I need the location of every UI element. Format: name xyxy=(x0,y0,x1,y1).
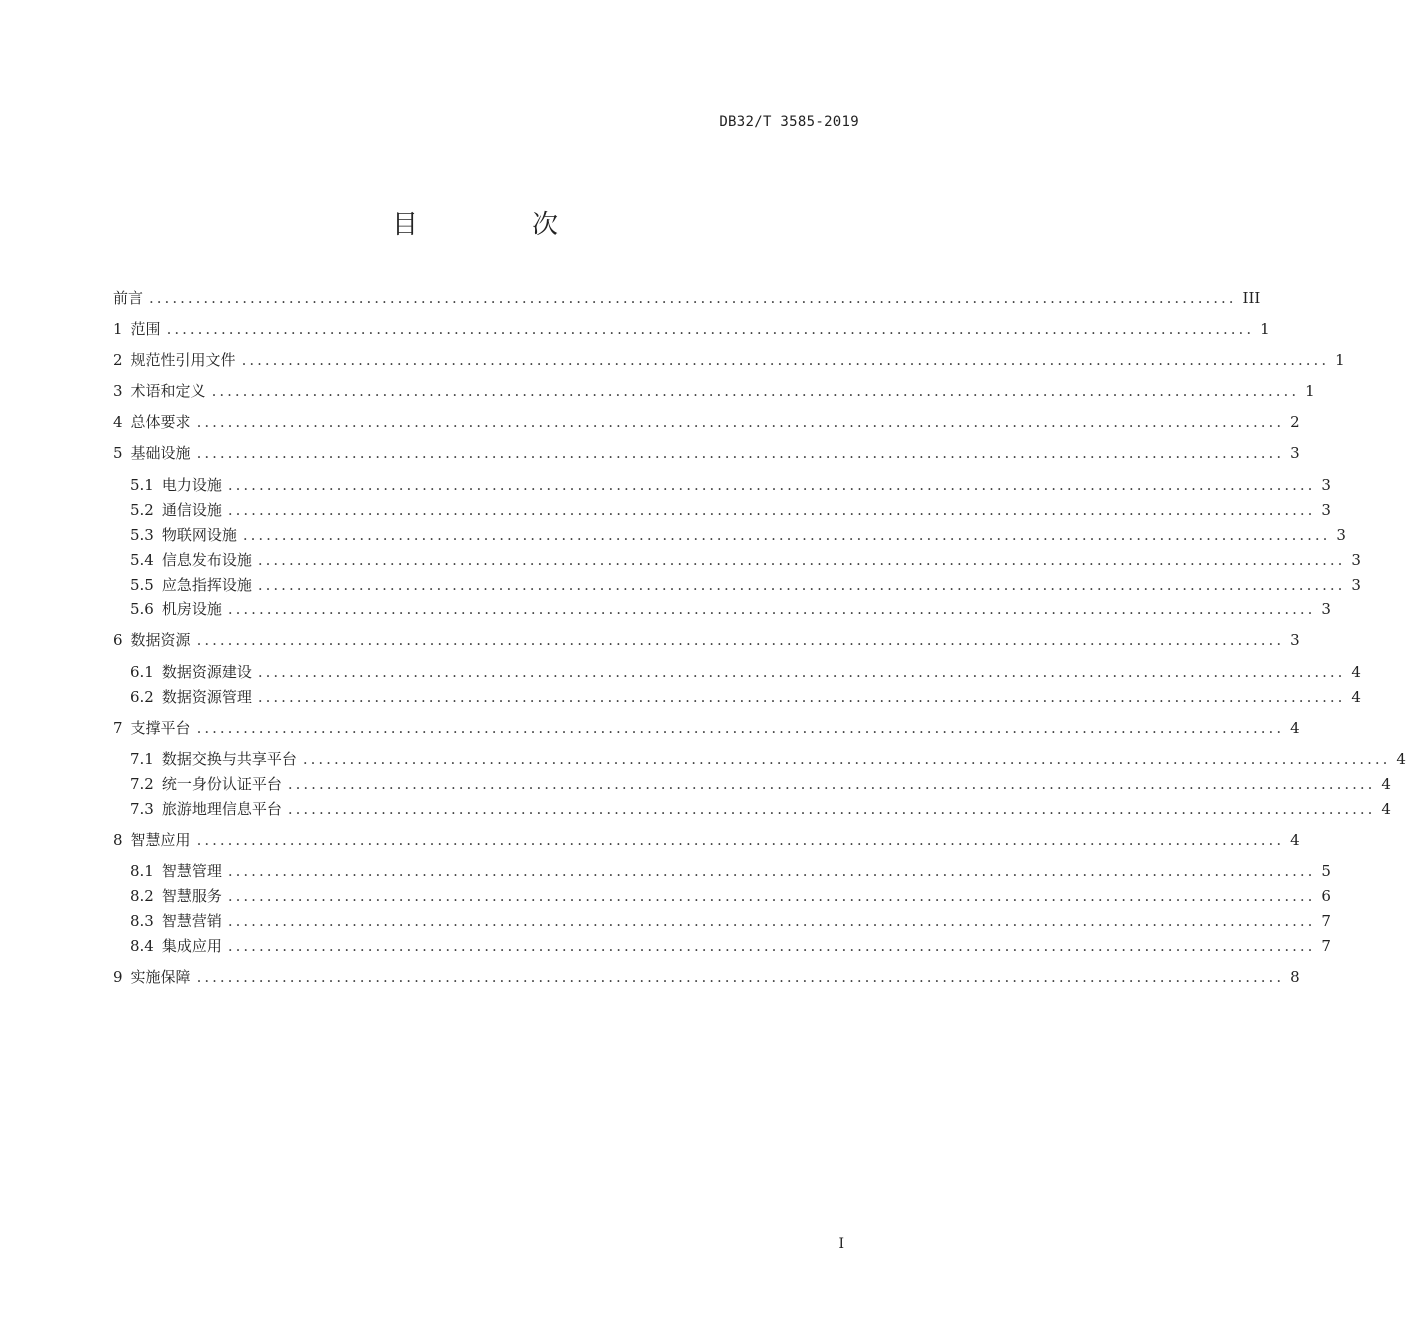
toc-leader-dots: ............................................................................................................................................ xyxy=(196,631,1285,649)
toc-entry[interactable] xyxy=(130,523,1346,547)
toc-entry-title: 实施保障 xyxy=(130,968,191,986)
toc-entry-page: 4 xyxy=(1351,688,1361,706)
toc-leader-dots: ............................................................................................................................................ xyxy=(196,968,1285,986)
toc-entry[interactable] xyxy=(113,628,1300,652)
toc-leader-dots: ............................................................................................................................................ xyxy=(241,351,1330,369)
toc-entry[interactable] xyxy=(113,317,1270,341)
toc-title: 目 次 xyxy=(391,210,602,240)
toc-entry-title: 支撑平台 xyxy=(130,719,191,737)
toc-entry-page: 1 xyxy=(1305,382,1315,400)
toc-entry-page: 4 xyxy=(1381,775,1391,793)
toc-leader-dots: ............................................................................................................................................ xyxy=(227,887,1316,905)
toc-entry-number: 6 xyxy=(113,631,123,649)
toc-leader-dots: ............................................................................................................................................ xyxy=(257,663,1346,681)
toc-entry-number: 5.4 xyxy=(130,551,154,569)
toc-entry[interactable] xyxy=(130,909,1331,933)
toc-entry-page: 4 xyxy=(1290,831,1300,849)
toc-entry-title: 统一身份认证平台 xyxy=(161,775,282,793)
toc-leader-dots: ............................................................................................................................................ xyxy=(227,476,1316,494)
toc-entry-number: 7.3 xyxy=(130,800,154,818)
toc-entry[interactable] xyxy=(113,965,1300,989)
toc-entry-title: 规范性引用文件 xyxy=(130,351,236,369)
toc-leader-dots: ............................................................................................................................................ xyxy=(166,320,1255,338)
toc-entry[interactable] xyxy=(130,498,1331,522)
toc-entry[interactable] xyxy=(130,797,1391,821)
toc-entry[interactable] xyxy=(130,772,1391,796)
toc-entry-number: 2 xyxy=(113,351,123,369)
toc-entry[interactable] xyxy=(113,286,1261,310)
toc-entry-number: 8.1 xyxy=(130,862,154,880)
toc-entry-number: 8.2 xyxy=(130,887,154,905)
toc-entry-title: 智慧服务 xyxy=(161,887,222,905)
toc-entry-number: 9 xyxy=(113,968,123,986)
toc-entry-page: 3 xyxy=(1336,526,1346,544)
toc-entry-title: 集成应用 xyxy=(161,937,222,955)
toc-entry-page: III xyxy=(1242,289,1261,307)
toc-entry-title: 范围 xyxy=(130,320,161,338)
toc-leader-dots: ............................................................................................................................................ xyxy=(257,576,1346,594)
toc-leader-dots: ............................................................................................................................................ xyxy=(257,551,1346,569)
toc-entry-title: 物联网设施 xyxy=(161,526,237,544)
toc-entry[interactable] xyxy=(130,884,1331,908)
toc-entry-number: 7 xyxy=(113,719,123,737)
toc-entry-number: 3 xyxy=(113,382,123,400)
toc-entry-title: 基础设施 xyxy=(130,444,191,462)
toc-entry-page: 3 xyxy=(1351,551,1361,569)
toc-entry-page: 7 xyxy=(1321,912,1331,930)
toc-entry[interactable] xyxy=(113,379,1315,403)
toc-entry-page: 3 xyxy=(1351,576,1361,594)
toc-entry-number: 5.1 xyxy=(130,476,154,494)
toc-entry-page: 1 xyxy=(1335,351,1345,369)
toc-entry-page: 3 xyxy=(1290,631,1300,649)
toc-entry-title: 总体要求 xyxy=(130,413,191,431)
toc-entry-title: 旅游地理信息平台 xyxy=(161,800,282,818)
toc-entry[interactable] xyxy=(130,597,1331,621)
toc-entry-number: 5.6 xyxy=(130,600,154,618)
toc-entry-title: 信息发布设施 xyxy=(161,551,252,569)
toc-entry-title: 数据资源管理 xyxy=(161,688,252,706)
toc-entry-number: 7.2 xyxy=(130,775,154,793)
toc-leader-dots: ............................................................................................................................................ xyxy=(196,444,1285,462)
toc-entry-number: 5.3 xyxy=(130,526,154,544)
toc-entry-title: 智慧管理 xyxy=(161,862,222,880)
toc-leader-dots: ............................................................................................................................................ xyxy=(196,413,1285,431)
toc-entry-page: 4 xyxy=(1381,800,1391,818)
toc-entry-title: 数据资源 xyxy=(130,631,191,649)
toc-entry-title: 通信设施 xyxy=(161,501,222,519)
toc-leader-dots: ............................................................................................................................................ xyxy=(149,289,1237,307)
toc-leader-dots: ............................................................................................................................................ xyxy=(227,862,1316,880)
toc-entry[interactable] xyxy=(130,859,1331,883)
toc-entry-title: 智慧营销 xyxy=(161,912,222,930)
toc-leader-dots: ............................................................................................................................................ xyxy=(287,800,1376,818)
toc-entry-number: 6.2 xyxy=(130,688,154,706)
toc-entry[interactable] xyxy=(130,473,1331,497)
toc-entry-number: 5.2 xyxy=(130,501,154,519)
toc-leader-dots: ............................................................................................................................................ xyxy=(257,688,1346,706)
toc-entry-page: 3 xyxy=(1321,476,1331,494)
toc-entry-title: 机房设施 xyxy=(161,600,222,618)
toc-entry-page: 5 xyxy=(1321,862,1331,880)
toc-entry[interactable] xyxy=(113,410,1300,434)
toc-leader-dots: ............................................................................................................................................ xyxy=(302,750,1391,768)
toc-leader-dots: ............................................................................................................................................ xyxy=(287,775,1376,793)
toc-entry[interactable] xyxy=(130,934,1331,958)
toc-entry-number: 8 xyxy=(113,831,123,849)
toc-entry-page: 1 xyxy=(1260,320,1270,338)
toc-leader-dots: ............................................................................................................................................ xyxy=(227,501,1316,519)
toc-entry-title: 数据资源建设 xyxy=(161,663,252,681)
toc-entry-title: 数据交换与共享平台 xyxy=(161,750,297,768)
toc-entry-number: 5 xyxy=(113,444,123,462)
toc-entry-title: 术语和定义 xyxy=(130,382,206,400)
toc-entry[interactable] xyxy=(130,660,1361,684)
document-code: DB32/T 3585-2019 xyxy=(719,114,859,130)
toc-entry-title: 应急指挥设施 xyxy=(161,576,252,594)
toc-entry-title: 电力设施 xyxy=(161,476,222,494)
toc-entry[interactable] xyxy=(113,716,1300,740)
toc-entry-number: 5.5 xyxy=(130,576,154,594)
toc-entry[interactable] xyxy=(130,685,1361,709)
toc-entry-page: 4 xyxy=(1396,750,1406,768)
toc-entry-title: 智慧应用 xyxy=(130,831,191,849)
toc-entry-page: 6 xyxy=(1321,887,1331,905)
toc-entry-page: 4 xyxy=(1290,719,1300,737)
toc-leader-dots: ............................................................................................................................................ xyxy=(242,526,1331,544)
toc-entry-number: 8.4 xyxy=(130,937,154,955)
toc-entry-number: 1 xyxy=(113,320,123,338)
toc-entry-page: 4 xyxy=(1351,663,1361,681)
toc-entry[interactable] xyxy=(113,441,1300,465)
toc-entry-number: 4 xyxy=(113,413,123,431)
toc-entry-page: 8 xyxy=(1290,968,1300,986)
toc-leader-dots: ............................................................................................................................................ xyxy=(211,382,1300,400)
toc-entry-page: 7 xyxy=(1321,937,1331,955)
page-number: I xyxy=(838,1236,844,1252)
toc-entry[interactable] xyxy=(130,747,1406,771)
toc-entry-number: 8.3 xyxy=(130,912,154,930)
toc-entry-page: 3 xyxy=(1290,444,1300,462)
toc-entry-page: 2 xyxy=(1290,413,1300,431)
toc-entry-page: 3 xyxy=(1321,501,1331,519)
toc-leader-dots: ............................................................................................................................................ xyxy=(227,600,1316,618)
toc-entry[interactable] xyxy=(130,548,1361,572)
toc-entry[interactable] xyxy=(130,573,1361,597)
toc-leader-dots: ............................................................................................................................................ xyxy=(227,937,1316,955)
toc-leader-dots: ............................................................................................................................................ xyxy=(196,719,1285,737)
toc-entry-number: 7.1 xyxy=(130,750,154,768)
toc-leader-dots: ............................................................................................................................................ xyxy=(196,831,1285,849)
toc-entry[interactable] xyxy=(113,348,1345,372)
toc-entry-number: 6.1 xyxy=(130,663,154,681)
toc-entry-title: 前言 xyxy=(113,289,144,307)
toc-entry[interactable] xyxy=(113,828,1300,852)
toc-leader-dots: ............................................................................................................................................ xyxy=(227,912,1316,930)
toc-entry-page: 3 xyxy=(1321,600,1331,618)
